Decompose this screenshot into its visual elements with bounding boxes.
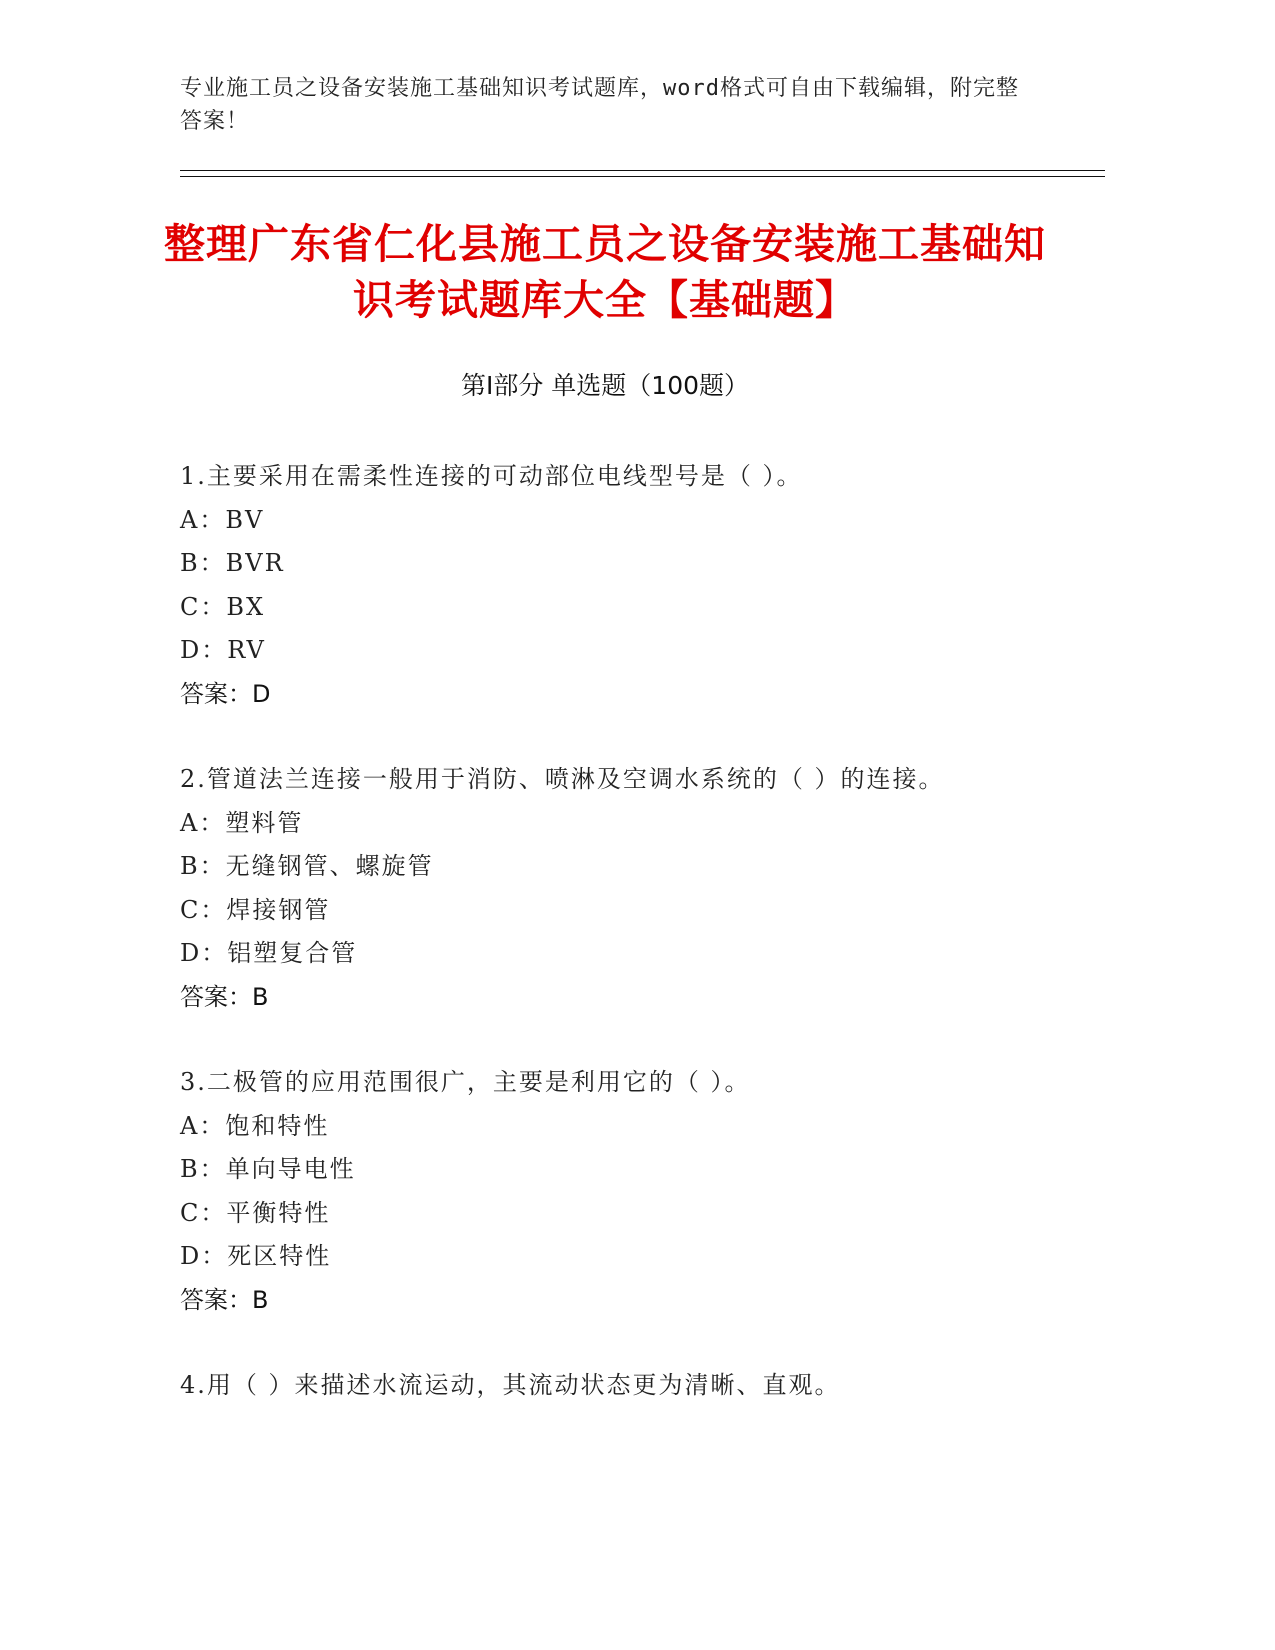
option-c: C：平衡特性 (180, 1198, 331, 1227)
question-stem: 3.二极管的应用范围很广，主要是利用它的（ ）。 (180, 1068, 751, 1096)
option-a: A：饱和特性 (180, 1111, 330, 1140)
question-3 (180, 1061, 1120, 1322)
question-4 (180, 1364, 1120, 1408)
header-divider-top (180, 170, 1105, 171)
question-2 (180, 758, 1120, 1019)
option-d: D：铝塑复合管 (180, 939, 358, 967)
header-note: 专业施工员之设备安装施工基础知识考试题库，word格式可自由下载编辑，附完整答案！ (180, 76, 1019, 134)
question-stem: 1.主要采用在需柔性连接的可动部位电线型号是（ ）。 (180, 462, 803, 490)
answer-line: 答案：B (180, 982, 269, 1011)
option-b: B：单向导电性 (180, 1155, 356, 1183)
header-divider-bottom (180, 176, 1105, 177)
question-stem: 2.管道法兰连接一般用于消防、喷淋及空调水系统的（ ）的连接。 (180, 765, 945, 793)
option-a: A：BV (180, 505, 265, 534)
option-a: A：塑料管 (180, 808, 304, 837)
option-b: B：无缝钢管、螺旋管 (180, 852, 434, 880)
option-c: C：焊接钢管 (180, 895, 331, 924)
option-c: C：BX (180, 592, 266, 621)
section-heading: 第Ⅰ部分 单选题（100题） (460, 371, 750, 400)
document-title: 整理广东省仁化县施工员之设备安装施工基础知识考试题库大全【基础题】 (164, 220, 1046, 324)
question-list (180, 455, 1120, 1450)
answer-line: 答案：D (180, 679, 271, 708)
answer-line: 答案：B (180, 1285, 269, 1314)
question-1 (180, 455, 1120, 716)
option-b: B：BVR (180, 549, 285, 577)
question-stem: 4.用（ ）来描述水流运动，其流动状态更为清晰、直观。 (180, 1371, 841, 1399)
option-d: D：RV (180, 636, 266, 664)
option-d: D：死区特性 (180, 1242, 332, 1270)
